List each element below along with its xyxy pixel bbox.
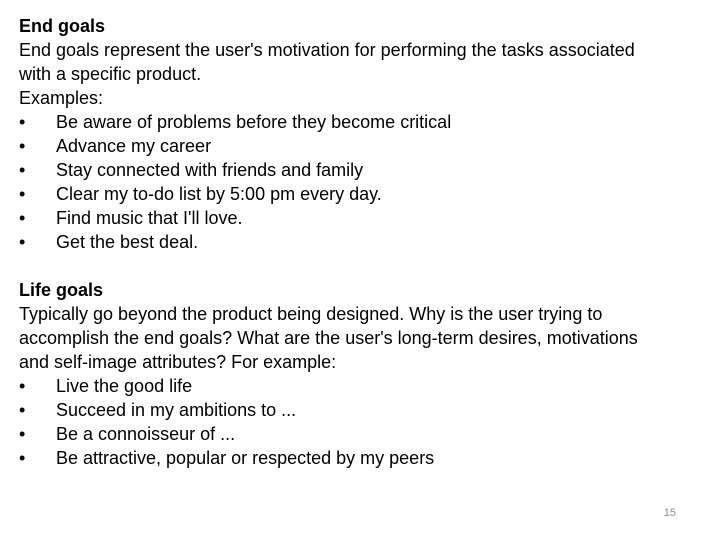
list-item (19, 110, 717, 134)
list-item (19, 374, 717, 398)
bullet-icon: • (19, 160, 26, 180)
list-item (19, 230, 717, 254)
list-item (19, 182, 717, 206)
list-item-text: Stay connected with friends and family (56, 160, 364, 180)
slide-content (19, 14, 717, 470)
examples-label: Examples: (19, 88, 104, 108)
end-goals-heading: End goals (19, 16, 106, 36)
list-item-text: Be aware of problems before they become critical (56, 112, 452, 132)
bullet-icon: • (19, 208, 26, 228)
bullet-icon: • (19, 376, 26, 396)
bullet-icon: • (19, 112, 26, 132)
bullet-icon: • (19, 184, 26, 204)
life-goals-heading: Life goals (19, 280, 104, 300)
end-goals-section (19, 14, 717, 254)
list-item-text: Advance my career (56, 136, 212, 156)
list-item-text: Find music that I'll love. (56, 208, 243, 228)
page-number: 15 (663, 507, 676, 519)
end-goals-list (19, 110, 717, 254)
life-goals-section (19, 278, 717, 470)
life-goals-description-line: and self-image attributes? For example: (19, 352, 337, 372)
bullet-icon: • (19, 448, 26, 468)
list-item-text: Be a connoisseur of ... (56, 424, 236, 444)
bullet-icon: • (19, 424, 26, 444)
end-goals-description-line: with a specific product. (19, 64, 202, 84)
end-goals-description-line: End goals represent the user's motivation for performing the tasks associated (19, 40, 635, 60)
list-item-text: Be attractive, popular or respected by my peers (56, 448, 435, 468)
list-item-text: Live the good life (56, 376, 193, 396)
bullet-icon: • (19, 232, 26, 252)
list-item (19, 206, 717, 230)
list-item (19, 134, 717, 158)
life-goals-list (19, 374, 717, 470)
bullet-icon: • (19, 136, 26, 156)
list-item-text: Get the best deal. (56, 232, 199, 252)
list-item (19, 446, 717, 470)
bullet-icon: • (19, 400, 26, 420)
list-item-text: Clear my to-do list by 5:00 pm every day. (56, 184, 382, 204)
list-item (19, 398, 717, 422)
life-goals-description-line: accomplish the end goals? What are the user's long-term desires, motivations (19, 328, 638, 348)
list-item-text: Succeed in my ambitions to ... (56, 400, 297, 420)
list-item (19, 158, 717, 182)
life-goals-description-line: Typically go beyond the product being designed. Why is the user trying to (19, 304, 603, 324)
section-spacer (19, 254, 717, 278)
list-item (19, 422, 717, 446)
